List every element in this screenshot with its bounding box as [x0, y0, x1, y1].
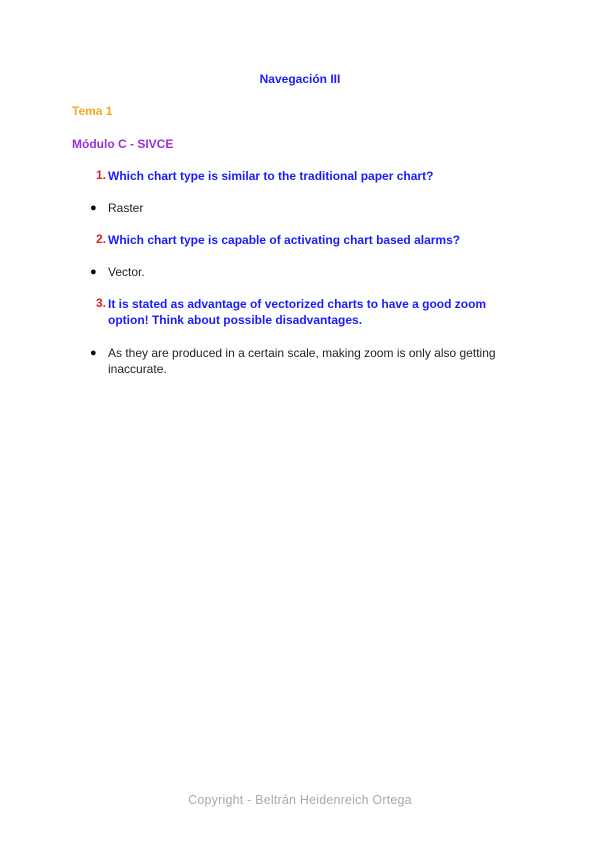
answer-text: As they are produced in a certain scale, making zoom is only also getting inaccurate.: [108, 346, 496, 376]
question-text: Which chart type is similar to the traditional paper chart?: [108, 169, 434, 183]
bullet-icon: ●: [90, 266, 97, 278]
page-title: Navegación III: [259, 72, 341, 86]
bullet-icon: ●: [90, 202, 97, 214]
question-number: 2.: [95, 232, 106, 246]
question-text: Which chart type is capable of activating chart based alarms?: [108, 233, 461, 247]
bullet-icon: ●: [90, 347, 97, 359]
question-text: It is stated as advantage of vectorized charts to have a good zoom option! Think about possible disadvantages.: [108, 297, 487, 327]
answer-text: Raster: [108, 201, 144, 215]
question-number: 3.: [95, 296, 106, 310]
copyright-footer: Copyright - Beltrán Heidenreich Ortega: [188, 793, 412, 807]
module-heading: Módulo C - SIVCE: [72, 137, 174, 151]
answer-text: Vector.: [108, 265, 145, 279]
question-number: 1.: [95, 168, 106, 182]
topic-heading: Tema 1: [72, 104, 113, 118]
